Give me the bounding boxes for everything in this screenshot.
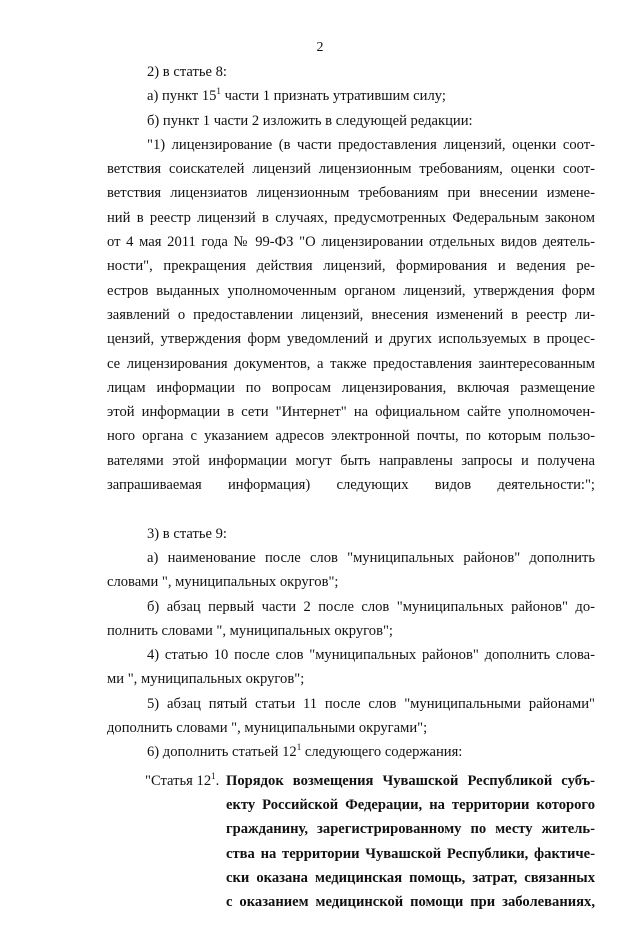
quote-line: лицам информации по вопросам лицензирования, включая размещение [107,379,595,396]
article-title-line: Порядок возмещения Чувашской Республикой субъ- [226,772,595,789]
quote-line: цензий, утверждения форм уведомлений и других используемых в процес- [107,331,595,348]
quote-line: ветствия соискателей лицензий лицензионным требованиям, оценки соот- [107,161,595,178]
quote-line: ний в реестр лицензий в случаях, предусмотренных Федеральным законом [107,209,595,226]
article-title-line: екту Российской Федерации, на территории которого [226,796,595,813]
article-title-line: с оказанием медицинской помощи при заболеваниях, [226,894,595,911]
article-title-line: гражданину, зарегистрированному по месту житель- [226,821,595,838]
page-number: 2 [316,40,324,55]
quote-line: запрашиваемая информация) следующих видов деятельности:"; [107,477,595,494]
item-3b-line: б) абзац первый части 2 после слов "муниципальных районов" до- [147,598,595,615]
quote-line: се лицензирования документов, а также предоставления заинтересованным [107,355,595,372]
item-5-line: 5) абзац пятый статьи 11 после слов "муниципальными районами" [147,695,595,712]
quote-line: вателями этой информации могут быть направлены запросы и получена [107,452,595,469]
item-3a-line: словами ", муниципальных округов"; [107,574,339,591]
item-2b: б) пункт 1 части 2 изложить в следующей редакции: [147,112,473,129]
quote-line: заявлений о предоставлении лицензий, внесения изменений в реестр ли- [107,306,595,323]
article-title-line: ства на территории Чувашской Республики, фактиче- [226,845,595,862]
quote-line: "1) лицензирование (в части предоставления лицензий, оценки соот- [147,136,595,153]
quote-line: ности", прекращения действия лицензий, формирования и ведения ре- [107,258,595,275]
article-label: "Статья $12^1$. [145,770,220,789]
document-body [107,60,595,939]
quote-line: этой информации в сети "Интернет" на официальном сайте уполномочен- [107,404,595,421]
item-2a: а) пункт $15^1$ части 1 признать утратившим силу; [147,86,446,105]
item-3-heading: 3) в статье 9: [147,525,227,542]
article-title-line: ски оказана медицинская помощь, затрат, связанных [226,869,595,886]
item-4-line: ми ", муниципальных округов"; [107,671,305,688]
article-title [226,769,595,915]
quote-line: от 4 мая 2011 года № 99-ФЗ "О лицензировании отдельных видов деятель- [107,234,595,251]
quote-line: ветствия лицензиатов лицензионным требованиям при внесении измене- [107,185,595,202]
item-4-line: 4) статью 10 после слов "муниципальных районов" дополнить слова- [147,647,595,664]
item-6: 6) дополнить статьей $12^1$ следующего содержания: [147,742,463,761]
item-3a-line: а) наименование после слов "муниципальных районов" дополнить [147,549,595,566]
item-3b-line: полнить словами ", муниципальных округов"; [107,622,393,639]
article-12-1 [107,769,595,939]
item-2-heading: 2) в статье 8: [147,64,227,80]
item-5-line: дополнить словами ", муниципальными округами"; [107,720,428,737]
quote-line: естров выданных уполномоченным органом лицензий, утверждения форм [107,282,595,299]
quote-line: ного органа с указанием адресов электронной почты, по которым пользо- [107,428,595,445]
quote-line [107,497,595,521]
